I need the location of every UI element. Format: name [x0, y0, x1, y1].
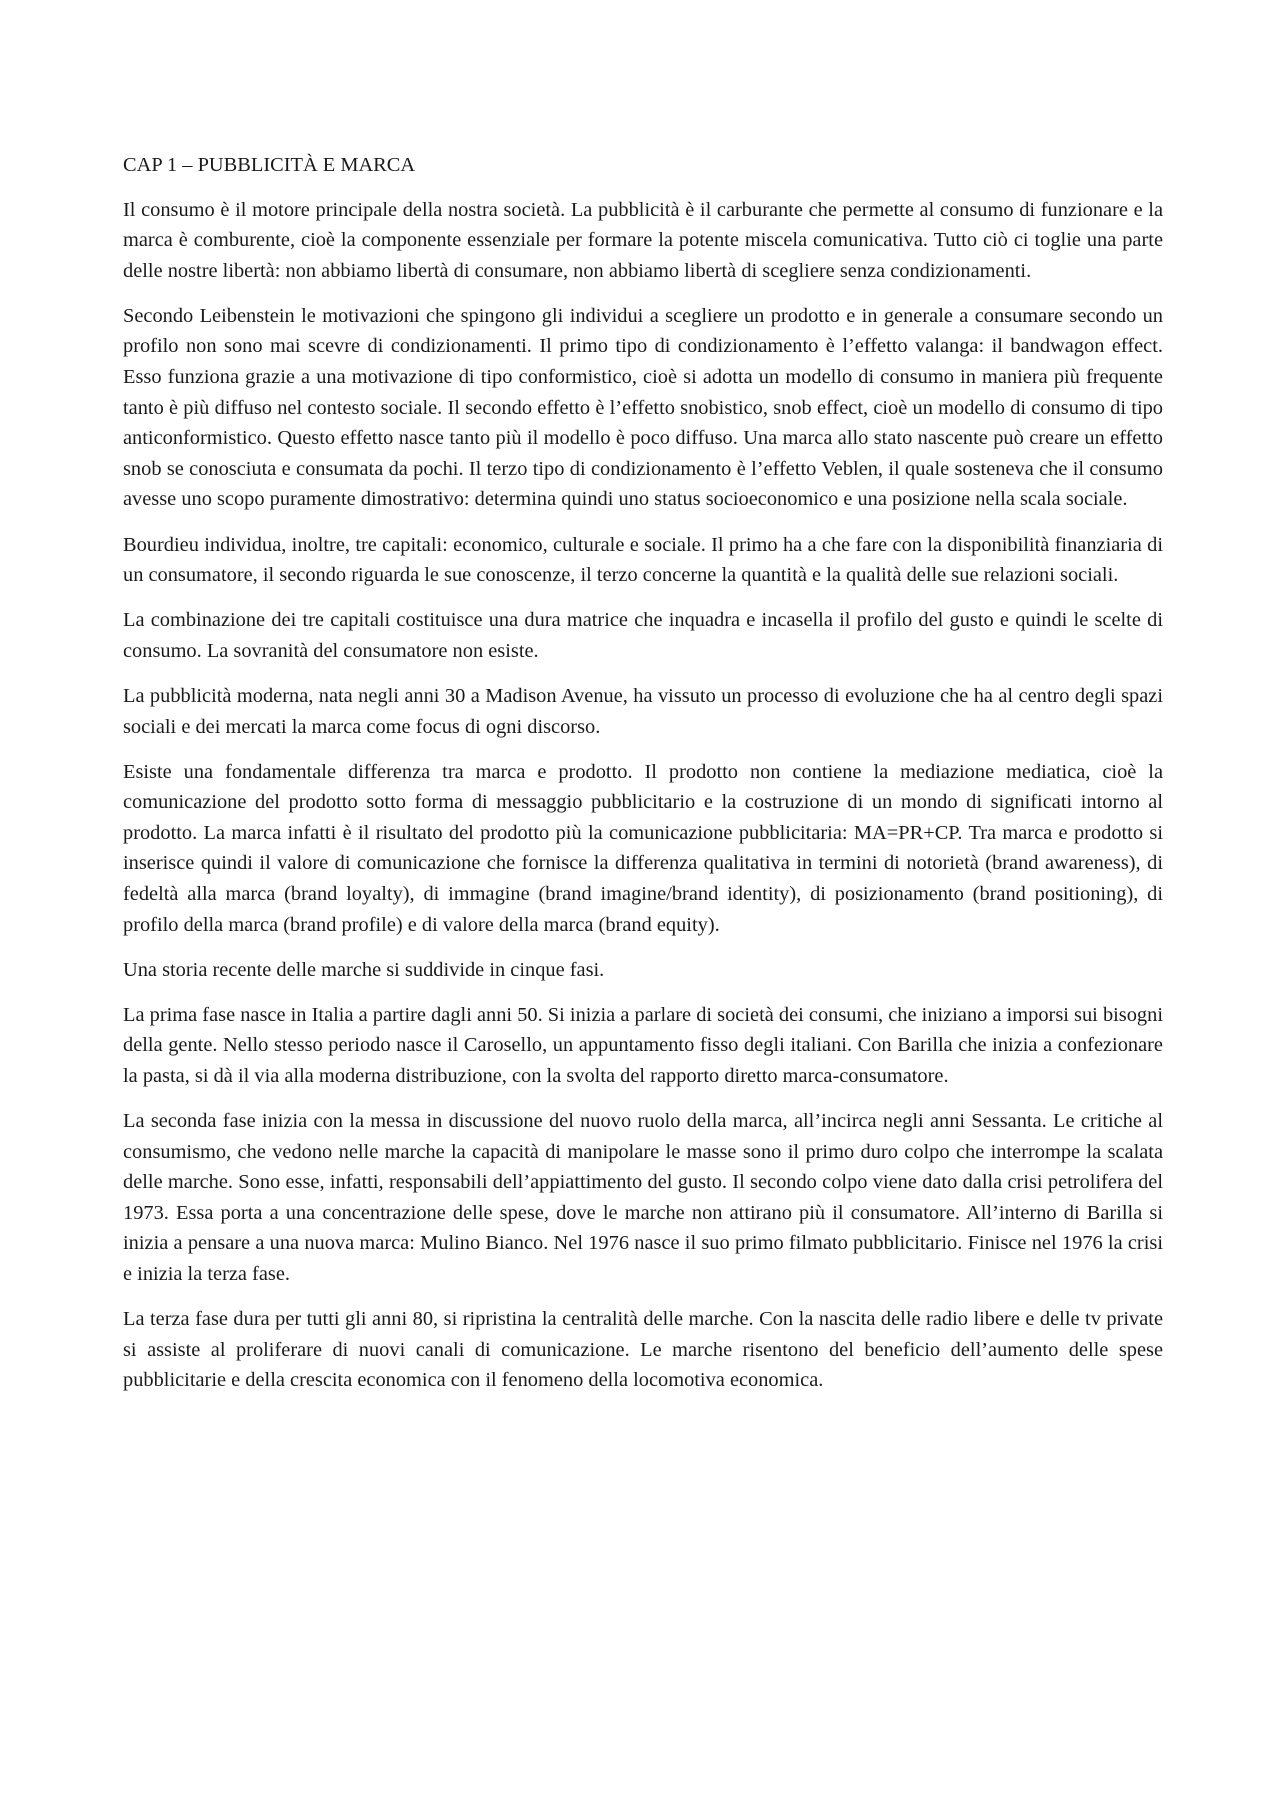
- document-body: [123, 150, 1163, 1410]
- paragraph-terza-fase: La terza fase dura per tutti gli anni 80, si ripristina la centralità delle marche. Con la nascita delle radio libere e delle tv private si assiste al proliferare di nuovi canali di comunicazione. Le marche risentono del beneficio dell’aumento delle spese pubblicitarie e della crescita economica con il fenomeno della locomotiva economica.: [123, 1308, 1163, 1392]
- chapter-title: CAP 1 – PUBBLICITÀ E MARCA: [123, 154, 416, 176]
- paragraph-capitali: La combinazione dei tre capitali costituisce una dura matrice che inquadra e incasella il profilo del gusto e quindi le scelte di consumo. La sovranità del consumatore non esiste.: [123, 609, 1163, 662]
- paragraph-bourdieu: Bourdieu individua, inoltre, tre capitali: economico, culturale e sociale. Il primo ha a che fare con la disponibilità finanziaria di un consumatore, il secondo riguarda le sue conoscenze, il terzo concerne la quantità e la qualità delle sue relazioni sociali.: [123, 533, 1163, 587]
- paragraph-pubblicita-moderna: La pubblicità moderna, nata negli anni 30 a Madison Avenue, ha vissuto un processo di evoluzione che ha al centro degli spazi sociali e dei mercati la marca come focus di ogni discorso.: [123, 684, 1163, 738]
- paragraph-prima-fase: La prima fase nasce in Italia a partire dagli anni 50. Si inizia a parlare di società dei consumi, che iniziano a imporsi sui bisogni della gente. Nello stesso periodo nasce il Carosello, un appuntamento fisso degli italiani. Con Barilla che inizia a confezionare la pasta, si dà il via alla moderna distribuzione, con la svolta del rapporto diretto marca-consumatore.: [123, 1003, 1163, 1087]
- paragraph-marca-prodotto: Esiste una fondamentale differenza tra marca e prodotto. Il prodotto non contiene la mediazione mediatica, cioè la comunicazione del prodotto sotto forma di messaggio pubblicitario e la costruzione di un mondo di significati intorno al prodotto. La marca infatti è il risultato del prodotto più la comunicazione pubblicitaria: MA=PR+CP. Tra marca e prodotto si inserisce quindi il valore di comunicazione che fornisce la differenza qualitativa in termini di notorietà (brand awareness), di fedeltà alla marca (brand loyalty), di immagine (brand imagine/brand identity), di posizionamento (brand positioning), di profilo della marca (brand profile) e di valore della marca (brand equity).: [123, 760, 1163, 936]
- paragraph-leibenstein: Secondo Leibenstein le motivazioni che spingono gli individui a scegliere un prodotto e in generale a consumare secondo un profilo non sono mai scevre di condizionamenti. Il primo tipo di condizionamento è l’effetto valanga: il bandwagon effect. Esso funziona grazie a una motivazione di tipo conformistico, cioè si adotta un modello di consumo in maniera più frequente tanto è più diffuso nel contesto sociale. Il secondo effetto è l’effetto snobistico, snob effect, cioè un modello di consumo di tipo anticonformistico. Questo effetto nasce tanto più il modello è poco diffuso. Una marca allo stato nascente può creare un effetto snob se conosciuta e consumata da pochi. Il terzo tipo di condizionamento è l’effetto Veblen, il quale sosteneva che il consumo avesse uno scopo puramente dimostrativo: determina quindi uno status socioeconomico e una posizione nella scala sociale.: [123, 304, 1163, 511]
- paragraph-storia-marche: Una storia recente delle marche si suddivide in cinque fasi.: [123, 958, 605, 981]
- paragraph-consumo: Il consumo è il motore principale della nostra società. La pubblicità è il carburante che permette al consumo di funzionare e la marca è comburente, cioè la componente essenziale per formare la potente miscela comunicativa. Tutto ciò ci toglie una parte delle nostre libertà: non abbiamo libertà di consumare, non abbiamo libertà di scegliere senza condizionamenti.: [123, 198, 1163, 282]
- paragraph-seconda-fase: La seconda fase inizia con la messa in discussione del nuovo ruolo della marca, all’incirca negli anni Sessanta. Le critiche al consumismo, che vedono nelle marche la capacità di manipolare le masse sono il primo duro colpo che interrompe la scalata delle marche. Sono esse, infatti, responsabili dell’appiattimento del gusto. Il secondo colpo viene dato dalla crisi petrolifera del 1973. Essa porta a una concentrazione delle spese, dove le marche non attirano più il consumatore. All’interno di Barilla si inizia a pensare a una nuova marca: Mulino Bianco. Nel 1976 nasce il suo primo filmato pubblicitario. Finisce nel 1976 la crisi e inizia la terza fase.: [123, 1110, 1163, 1285]
